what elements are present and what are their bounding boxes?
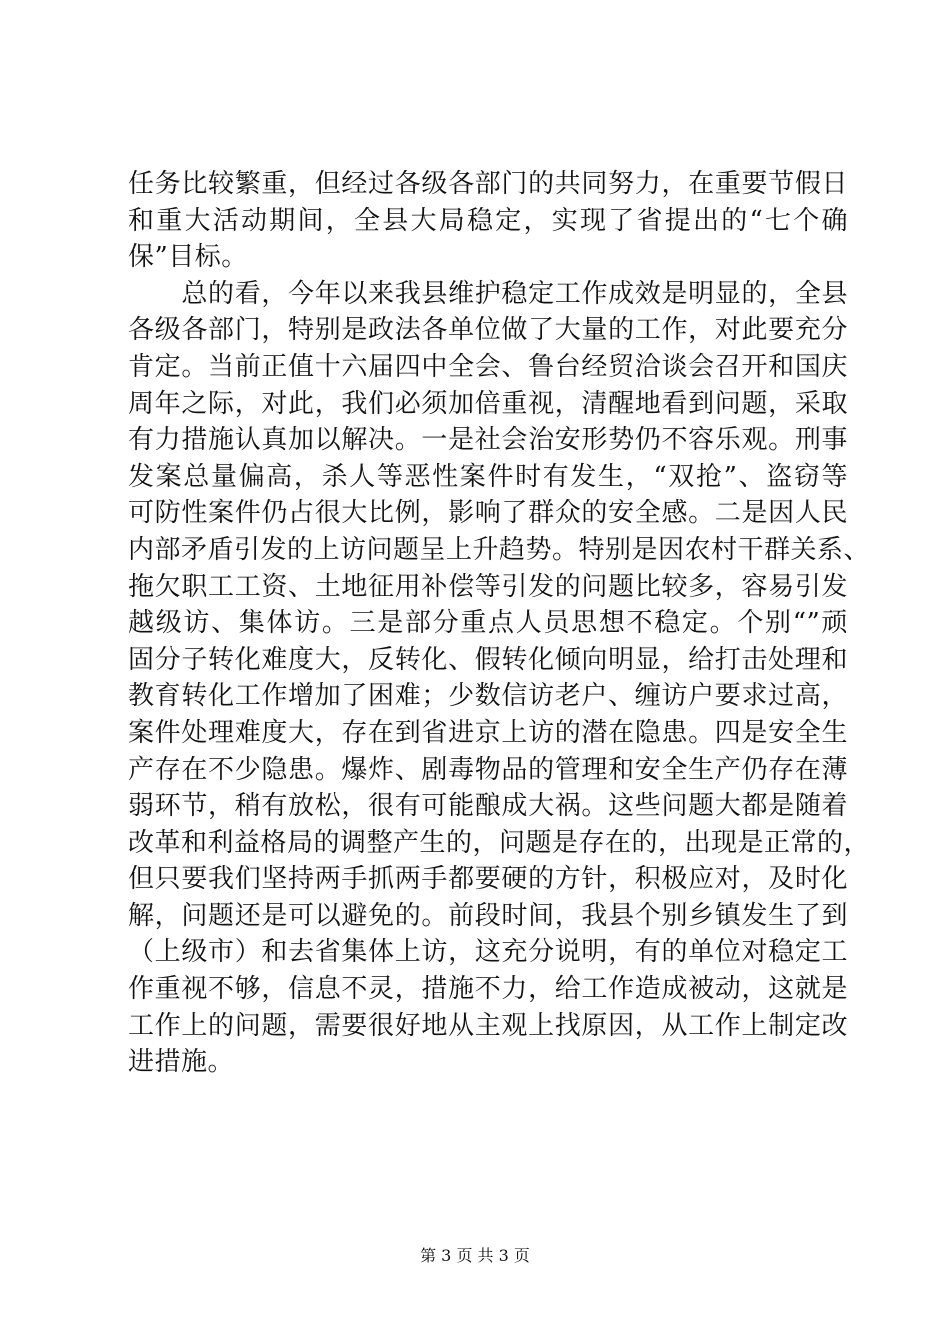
text-line: 总的看，今年以来我县维护稳定工作成效是明显的，全县 [128, 278, 848, 309]
text-line: 周年之际，对此，我们必须加倍重视，清醒地看到问题，采取 [128, 388, 848, 419]
text-line: 各级各部门，特别是政法各单位做了大量的工作，对此要充分 [128, 315, 848, 346]
text-line: 肯定。当前正值十六届四中全会、鲁台经贸洽谈会召开和国庆 [128, 351, 848, 382]
text-line: 保”目标。 [128, 242, 248, 273]
text-line: （上级市）和去省集体上访，这充分说明，有的单位对稳定工 [128, 937, 848, 968]
text-line: 改革和利益格局的调整产生的，问题是存在的，出现是正常的， [128, 827, 871, 858]
text-line: 有力措施认真加以解决。一是社会治安形势仍不容乐观。刑事 [128, 425, 848, 456]
document-body [128, 166, 871, 1081]
text-line: 但只要我们坚持两手抓两手都要硬的方针，积极应对，及时化 [128, 864, 848, 895]
text-line: 解，问题还是可以避免的。前段时间，我县个别乡镇发生了到 [128, 900, 848, 931]
text-line: 产存在不少隐患。爆炸、剧毒物品的管理和安全生产仍存在薄 [128, 754, 848, 785]
text-line: 进措施。 [128, 1047, 235, 1078]
text-line: 工作上的问题，需要很好地从主观上找原因，从工作上制定改 [128, 1010, 848, 1041]
text-line: 教育转化工作增加了困难；少数信访老户、缠访户要求过高， [128, 681, 848, 712]
text-line: 拖欠职工工资、土地征用补偿等引发的问题比较多，容易引发 [128, 571, 848, 602]
text-line: 作重视不够，信息不灵，措施不力，给工作造成被动，这就是 [128, 974, 848, 1005]
text-line: 越级访、集体访。三是部分重点人员思想不稳定。个别“”顽 [128, 608, 848, 639]
text-line: 案件处理难度大，存在到省进京上访的潜在隐患。四是安全生 [128, 717, 848, 748]
text-line: 固分子转化难度大，反转化、假转化倾向明显，给打击处理和 [128, 644, 848, 675]
text-line: 任务比较繁重，但经过各级各部门的共同努力，在重要节假日 [128, 169, 848, 199]
page-footer [0, 1244, 950, 1268]
text-line: 可防性案件仍占很大比例，影响了群众的安全感。二是因人民 [128, 498, 848, 529]
text-line: 弱环节，稍有放松，很有可能酿成大祸。这些问题大都是随着 [128, 791, 848, 822]
text-line: 内部矛盾引发的上访问题呈上升趋势。特别是因农村干群关系、 [128, 534, 871, 565]
text-line: 和重大活动期间，全县大局稳定，实现了省提出的“七个确 [128, 205, 848, 236]
page-number: 第 3 页 共 3 页 [420, 1246, 530, 1265]
text-line: 发案总量偏高，杀人等恶性案件时有发生，“双抢”、盗窃等 [128, 461, 848, 492]
